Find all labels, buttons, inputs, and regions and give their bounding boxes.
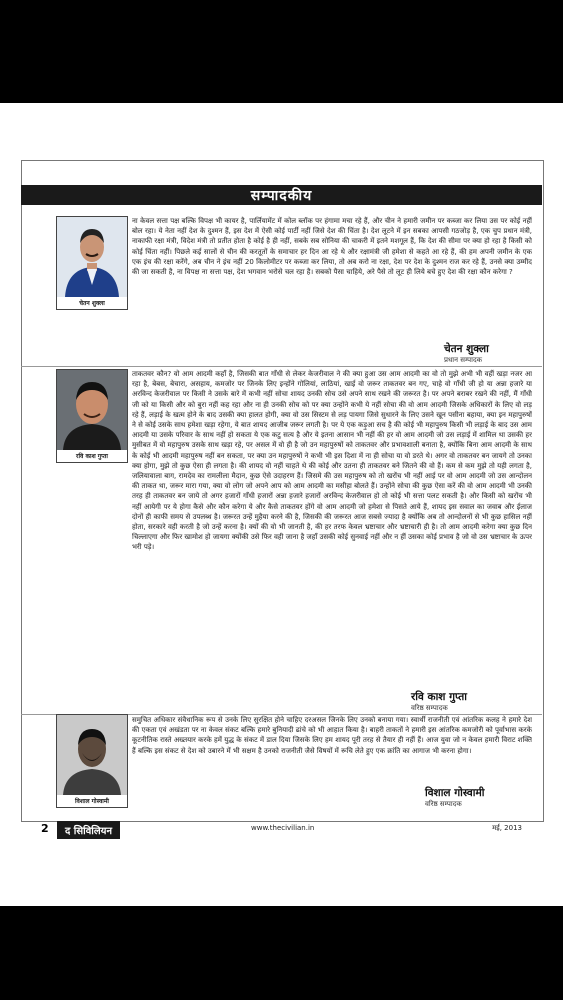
author-role: प्रधान सम्पादक	[444, 356, 483, 364]
page-number: 2	[41, 822, 49, 835]
photo-ravi-kash-gupta	[56, 369, 128, 463]
portrait-image	[57, 217, 127, 297]
photo-caption: चेतन शुक्ला	[79, 300, 105, 307]
author-name: विशाल गोस्वामी	[425, 787, 485, 799]
section-body-2: ताकतवर कौन? वो आम आदमी कहाँ है, जिसकी बात गाँधी से लेकर केजरीवाल ने की क्या हुआ उस आम आदमी का वो तो मुझे अभी भी वहीं खड़ा नजर आ रहा है, बेबस, बेचारा, असहाय, कमजोर पर जिनके लिए इन्होंने गोलियां, लाठियां, खाई वो जरूर ताकतवर बन गए, चाहे वो गाँधी जी हो या अन्ना हजारे या अरविन्द केजरीवाल पर किसी ने उसके बारे में कभी नहीं सोचा शायद उनकी सोच उसे अपने साथ रखने की जरूरत है। पर अपने बराबर रखने की नहीं, मैं गाँधी जी को या किसी और को बुरा नहीं कह रहा और ना ही उनकी सोच को पर क्या उन्होंने कभी ये नहीं सोचा की वो आम आदमी जिसके अधिकारों के लिए वो लड़ रहे हैं, लड़ाई के खत्म होने के बाद उसकी क्या हालत होगी, क्या वो उस सिस्टम से लड़ पायगा जिसे सुधारने के लिए उसने खून पसीना बहाया, क्या इन महापुरुषों ने से कोई उसके साथ हमेशा खड़ा रहेगा, ये बात शायद आजीब जरूर लगती है। पर ये एक कड़ुआ सच है की कोई भी महापुरुष किसी भी लड़ाई के बाद उस आम आदमी या उसके परिवार के साथ नहीं हो सकता ये एक कटु सत्य है और ये इतना आसान भी नहीं की हर वो आम आदमी जो उस लड़ाई में शामिल था उसकी हर मुसीबत में वो महापुरुष उसके साथ खड़ा रहे, पर असल में वो ही है जो उन महापुरुषों को ताकतवर और प्रभावशाली बनाता है, क्योंकि बिना आम आदमी के साथ के कोई भी आदमी महापुरुष नहीं बन सकता, पर क्या उन महापुरुषों ने कभी भी इस दिशा में ना ही सोचा या वो डरते थे। अगर वो ताकतवर बन जायगे तो उनका क्या होगा, मुझे तो कुछ ऐसा ही लगता है। की शायद वो नहीं चाहते थे की कोई और उतना ही ताकतवर बने जितने की वो हैं। कम से कम मुझे तो यही लगता है, जलियावाला बाग, रामदेव का रामलीला मैदान, कुछ ऐसे उदाहरण हैं। जिसमे की उस महापुरुष को तो खरोंच भी नहीं आई पर वो आम आदमी जो उस आन्दोलन की ताकत था, जरूर मारा गया, क्या वो लोग जो अपने आप को आम आदमी का मसीहा बोलते हैं। उन्होंने सोचा की कुछ ऐसा करें की वो आम आदमी भी उनकी तरह ही ताकतवर बन जाये तो अगर हजारों गाँधी हजारों अन्ना हजारे हजारों अरविन्द केजरीवाल हो तो कोई भी सत्ता पलट सकती है। और किसी को खरोंच भी नहीं आयेगी पर ये होगा कैसे और कौन करेगा ये और कैसे ताकतवर होंगे वो आम आदमी जो हमेशा से पिसते आये हैं, शायद इस सवाल का जवाब और ईलाज दोनों ही काफी समय से उपलब्ध है। जरूरत उन्हें मुहैया करने की है, जिसकी की जरूरत आज सबसे ज्यादा है क्योंकि अब तो आन्दोलनों से भी कुछ हासिल नहीं होता, सरकारे वही करती है जो उन्हें करना है। क्यों की वो भी जानती है, की हर तरफ केवल भ्रष्टाचार और भ्रष्टाचारी ही है। तो आम आदमी करेगा क्या कुछ दिन चिल्लाएगा और फिर खामोश हो जायगा क्योंकी उसे फिर वही जाना है जहाँ उसकी कोई सुनवाई नहीं और न हीं उसका कोई प्रभाव है जो वो उस भ्रष्टाचार के ऊपर भरी पड़े।	[132, 370, 532, 552]
author-name: चेतन शुक्ला	[444, 343, 489, 355]
section-body-3: समुचित अधिकार संवैधानिक रूप से उनके लिए सुरक्षित होने चाहिए दरअसल जिनके लिए उनको बनाया गया। स्वार्थी राजनीती एवं आंतरिक कलह ने हमारे देश की एकता एवं अखंडता पर ना केवल संकट बल्कि हमारे बुनियादी ढांचे को भी आहात किया है। बाहरी ताकतों ने हमारी इस आंतरिक कमजोरी को पूर्वाभास करके कूटनीतिक रास्ते अख्तयार करके हमें युद्ध के संकट में डाल दिया जिसके लिए हम शायद पूरी तरह से तैयार ही नहीं हैं। आज युवा जो न केवल हमारी विराट शक्ति हैं बल्कि इस संकट से देश को उबारने में भी सक्षम है उनको राजनीती जैसे विषयों में रूचि लेते हुए एक क्रांति का आगाज भी करना होगा।	[132, 716, 532, 755]
page-footer	[21, 821, 542, 839]
magazine-name: द सिविलियन	[57, 821, 120, 839]
signature-block-2	[411, 690, 467, 713]
signature-block-3	[425, 786, 484, 809]
author-name: रवि काश गुप्ता	[411, 691, 467, 703]
photo-caption: विशाल गोस्वामी	[75, 798, 109, 805]
signature-block-1	[444, 342, 489, 365]
section-body-1: ना केवल सत्ता पक्ष बल्कि विपक्ष भी कायर है, पार्लियामेंट में कोल ब्लॉक पर हंगामा मचा रहे हैं, और चीन ने हमारी जमीन पर कब्जा कर लिया उस पर कोई नहीं बोल रहा। ये नेता नहीं देश के दुश्मन हैं, इस देश में ऐसी कोई पार्टी नहीं जिसे देश की चिंता है। देश लूटने में इन सबका आपसी गठजोड़ है, एक चुप प्रधान मंत्री, नाकाफी रक्षा मंत्री, विदेश मंत्री तो प्रतीत होता है कोई है ही नहीं, सबके सब सोनिया की चाकरी में इतने मशगूल हैं, कि देश की सीमा पर क्या हो रहा है किसी को कोई चिंता नहीं। पिछले कई सालों से चीन की करतूतों के समाचार हर दिन आ रहे थे और रक्षामंत्री जी हमेशा से कहते आ रहे हैं, की हम अपनी जमीन के एक एक इंच की रक्षा करेंगे, अब चीन ने इंच नहीं 20 किलोमीटर पर कब्जा कर लिया, तो अब करो ना रक्षा, देश पर देश के दुश्मन राज कर रहे हैं, उनसे क्या उम्मीद की जा सकती है, ना विपक्ष ना सत्ता पक्ष, देश भगवान भरोसे चल रहा है। सबको पैसा चाहिये, अरे पैसे तो लूट ही लिये बचे हुए देश की रक्षा कौन करेगा ?	[132, 217, 532, 277]
title-bar	[21, 185, 542, 205]
page-title: सम्पादकीय	[250, 188, 313, 204]
photo-caption: रवि काश गुप्ता	[76, 453, 108, 460]
author-role: वरिष्ठ सम्पादक	[425, 800, 462, 808]
issue-date: मई, 2013	[492, 824, 522, 832]
magazine-page	[0, 103, 563, 906]
section-divider	[21, 366, 542, 367]
photo-vishal-goswami	[56, 714, 128, 808]
photo-chetan-shukla	[56, 216, 128, 310]
portrait-image	[57, 370, 127, 450]
portrait-image	[57, 715, 127, 795]
website-url: www.thecivilian.in	[251, 824, 315, 832]
author-role: वरिष्ठ सम्पादक	[411, 704, 448, 712]
